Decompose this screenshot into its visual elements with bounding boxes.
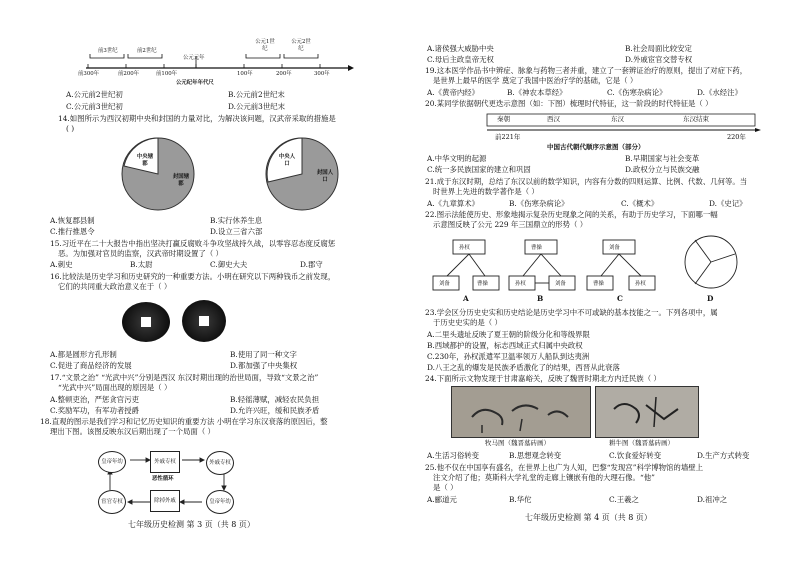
q22-a-left-label: 刘备 <box>439 281 450 287</box>
q15-option-c[interactable]: C.御史大夫 <box>210 260 248 269</box>
q14-paren: ( ) <box>66 124 75 133</box>
q22-b-right-label: 刘备 <box>555 281 566 287</box>
q22-c-right-label: 孙权 <box>635 281 646 287</box>
q19-option-a[interactable]: A.《黄帝内经》 <box>427 88 480 97</box>
cycle-box-eunuch-power: 宦官专权 <box>98 490 126 514</box>
cycle-box-consort-power-1: 外戚专权 <box>150 451 180 473</box>
q16-line-1: 16.比较法是历史学习和历史研究的一种重要方法。小明在研究以下两种钱币之前发现， <box>50 272 336 281</box>
q25-option-d[interactable]: D.祖冲之 <box>697 495 728 504</box>
timeline-tick-6: 300年 <box>314 71 330 77</box>
coin-2-image <box>182 300 226 342</box>
q14-option-c[interactable]: C.推行推恩令 <box>50 227 95 236</box>
q19-option-b[interactable]: B.《神农本草经》 <box>507 88 567 97</box>
q22-b-top-label: 曹操 <box>531 245 542 251</box>
timeline-year-end: 220年 <box>727 133 746 141</box>
timeline-origin: 公元元年 <box>183 55 205 61</box>
cycle-box-remove-consort: 除掉外戚 <box>150 490 180 512</box>
timeline-year-start: 前221年 <box>495 133 521 141</box>
cycle-box-consort-power-2: 外戚专权 <box>206 451 234 475</box>
timeline-qin: 秦朝 <box>497 115 510 123</box>
ox-plowing-caption: 耕牛图（魏晋墓砖画） <box>609 439 674 447</box>
timeline-tick-5: 200年 <box>276 71 292 77</box>
right-page <box>397 0 794 561</box>
q22-line-2: 示意图反映了公元 229 年三国鼎立的形势（ ） <box>433 220 588 229</box>
q18-option-b[interactable]: B.社会局面比较安定 <box>625 44 692 53</box>
timeline-tick-1: 前300年 <box>78 71 100 77</box>
q18-option-a[interactable]: A.诸侯强大威胁中央 <box>427 44 494 53</box>
q22-choice-c[interactable]: C <box>617 294 623 303</box>
q14-option-a[interactable]: A.恢复郡县制 <box>50 216 95 225</box>
timeline-tick-4: 100年 <box>237 71 253 77</box>
q13-option-c[interactable]: C.公元前3世纪初 <box>66 102 123 111</box>
q23-option-d[interactable]: D.八王之乱的爆发是民族矛盾激化了的结果，西晋从此衰落 <box>427 363 620 372</box>
q20-dynasty-timeline <box>487 112 767 142</box>
q22-a-right-label: 曹操 <box>477 281 488 287</box>
q17-option-b[interactable]: B.轻徭薄赋，减轻农民负担 <box>230 395 320 404</box>
q15-line-2: 恶。为加强对官员的监察，汉武帝时期设置了（ ） <box>58 249 223 258</box>
q22-c-left-label: 曹操 <box>593 281 604 287</box>
q20-option-a[interactable]: A.中华文明的起源 <box>427 154 487 163</box>
q22-c-top-label: 刘备 <box>609 245 620 251</box>
ox-plowing-mural-image <box>595 386 699 438</box>
q14-stem: 14.如图所示为西汉初期中央和封国的力量对比，为解决该问题，汉武帝采取的措施是 <box>58 114 336 123</box>
q13-option-d[interactable]: D.公元前3世纪末 <box>228 102 286 111</box>
q16-option-d[interactable]: D.都加强了中央集权 <box>230 361 298 370</box>
cycle-box-child-emperor-2: 皇帝年幼 <box>206 490 234 514</box>
q22-line-1: 22.图示法能使历史、形象地揭示复杂历史现象之间的关系，有助于历史学习，下面哪一幅 <box>425 210 718 219</box>
q24-option-b[interactable]: B.思想观念转变 <box>509 451 562 460</box>
q15-option-b[interactable]: B.太尉 <box>130 260 153 269</box>
q14-option-d[interactable]: D.设立三省六部 <box>210 227 263 236</box>
q20-caption: 中国古代朝代顺序示意图（部分） <box>547 143 645 151</box>
pie-label-fief-commanderies: 封国辖郡 <box>172 174 190 187</box>
q19-line-1: 19.这本医学作品书中辨症、脉象与药物三者并重，建立了一套辨证治疗的原则，提出了对症下药， <box>425 66 748 75</box>
q24-option-c[interactable]: C.饮食爱好转变 <box>609 451 662 460</box>
q15-option-a[interactable]: A.刺史 <box>50 260 73 269</box>
q13-option-b[interactable]: B.公元前2世纪末 <box>228 90 285 99</box>
q14-option-b[interactable]: B.实行休养生息 <box>210 216 263 225</box>
q20-option-d[interactable]: D.政权分立与民族交融 <box>625 165 700 174</box>
q22-b-left-label: 孙权 <box>515 281 526 287</box>
q18-line-1: 18.直观的图示是我们学习和记忆历史知识的重要方法 小明在学习东汉衰落的原因后，整 <box>40 417 328 426</box>
q17-line-2: “光武中兴”局面出现的原因是（ ） <box>58 383 172 392</box>
q20-option-c[interactable]: C.统一多民族国家的建立和巩固 <box>427 165 531 174</box>
herding-horses-caption: 牧马图（魏晋墓砖画） <box>485 439 550 447</box>
q21-option-a[interactable]: A.《九章算术》 <box>427 199 480 208</box>
q25-option-c[interactable]: C.王羲之 <box>609 495 639 504</box>
q21-line-2: 时世界上先进的数学著作是（ ） <box>433 187 539 196</box>
pie-label-central-population: 中央人口 <box>278 154 296 167</box>
q15-line-1: 15.习近平在二十大报告中指出坚决打赢反腐败斗争攻坚战持久战，以零容忍态度反腐惩 <box>50 239 336 248</box>
cycle-center-label: 恶性循环 <box>152 476 174 482</box>
q24-option-d[interactable]: D.生产方式转变 <box>697 451 750 460</box>
timeline-tick-2: 前200年 <box>118 71 140 77</box>
pie-label-fief-population: 封国人口 <box>316 170 334 183</box>
q16-option-b[interactable]: B.使用了同一种文字 <box>230 350 297 359</box>
timeline-western-han: 西汉 <box>547 115 560 123</box>
q25-line-2: 注文介绍了他；莫斯科大学礼堂的走廊上镶嵌有他的大理石像。“他” <box>433 473 655 482</box>
q21-option-d[interactable]: D.《史记》 <box>709 199 747 208</box>
q16-option-c[interactable]: C.促进了商品经济的发展 <box>50 361 132 370</box>
timeline-caption: 公元纪年年代尺 <box>176 80 214 86</box>
q22-a-top-label: 孙权 <box>459 245 470 251</box>
timeline-eastern-han: 东汉 <box>611 115 624 123</box>
q24-stem: 24.下面所示文物发现于甘肃嘉峪关，反映了魏晋时期北方内迁民族（ ） <box>425 374 661 383</box>
coin-1-image <box>122 302 170 342</box>
q24-option-a[interactable]: A.生活习俗转变 <box>427 451 480 460</box>
q16-line-2: 它们的共同重大政治意义在于（ ） <box>58 282 172 291</box>
timeline-tick-3: 前100年 <box>156 71 178 77</box>
q13-option-a[interactable]: A.公元前2世纪初 <box>66 90 123 99</box>
q23-line-2: 于历史史实的是（ ） <box>433 318 502 327</box>
q17-line-1: 17.“文景之治” “光武中兴”分别是西汉 东汉时期出现的治世局面，导致“文景之治” <box>50 373 319 382</box>
q23-line-1: 23.学会区分历史史实和历史结论是历史学习中不可或缺的基本技能之一。下列各项中，属 <box>425 308 718 317</box>
q25-option-a[interactable]: A.郦道元 <box>427 495 457 504</box>
q16-option-a[interactable]: A.都是圆形方孔形制 <box>50 350 117 359</box>
q22-choice-d[interactable]: D <box>707 294 714 303</box>
q20-stem: 20.某同学依据朝代更迭示意图（如：下图）梳理时代特征，这一阶段的时代特征是（ ） <box>425 99 713 108</box>
q22-choice-a[interactable]: A <box>463 294 469 303</box>
timeline-bracket-4: 公元2世纪 <box>291 39 311 52</box>
left-page-footer: 七年级历史检测 第 3 页（共 8 页） <box>128 520 255 529</box>
cycle-box-child-emperor-1: 皇帝年幼 <box>98 451 126 473</box>
q19-line-2: 是世界上最早的医学 奠定了我国中医治疗学的基础，它是（ ） <box>433 76 638 85</box>
q23-option-b[interactable]: B.西域都护的设置，标志西域正式归属中央政权 <box>427 341 583 350</box>
q22-choice-b[interactable]: B <box>537 294 544 303</box>
q22-choice-diagrams <box>433 232 773 302</box>
q17-option-d[interactable]: D.允许兴旺，缓和民族矛盾 <box>230 406 320 415</box>
timeline-bracket-3: 公元1世纪 <box>255 39 275 52</box>
q17-option-c[interactable]: C.奖励军功，有军功者授爵 <box>50 406 140 415</box>
q21-line-1: 21.成于东汉时期，总结了东汉以前的数学知识，内容有分数的四则运算、比例、代数、几何等。当 <box>425 177 748 186</box>
q21-option-c[interactable]: C.《概术》 <box>621 199 659 208</box>
herding-horses-mural-image <box>451 386 591 438</box>
right-page-footer: 七年级历史检测 第 4 页（共 8 页） <box>525 513 652 522</box>
q20-option-b[interactable]: B.早期国家与社会变革 <box>625 154 700 163</box>
q25-line-3: 是（ ） <box>433 483 458 492</box>
q15-option-d[interactable]: D.郡守 <box>300 260 323 269</box>
q21-option-b[interactable]: B.《伤寒杂病论》 <box>509 199 569 208</box>
q19-option-d[interactable]: D.《水经注》 <box>697 88 742 97</box>
timeline-bracket-2: 前2世纪 <box>137 48 157 54</box>
timeline-bracket-1: 前3世纪 <box>98 48 118 54</box>
q17-option-a[interactable]: A.整顿吏治，严惩贪官污吏 <box>50 395 139 404</box>
q23-option-c[interactable]: C.230年，孙权派遣军卫温率领万人船队到达夷洲 <box>427 352 590 361</box>
q18-option-c[interactable]: C.母后主政皇帝无权 <box>427 55 494 64</box>
q25-option-b[interactable]: B.华佗 <box>509 495 532 504</box>
q25-line-1: 25.他不仅在中国享有盛名，在世界上也广为人知，巴黎“发现宫”科学博物馆的墙壁上 <box>425 463 703 472</box>
q18-option-d[interactable]: D.外戚宦官交替专权 <box>625 55 693 64</box>
pie-label-central-commanderies: 中央辖郡 <box>136 154 154 167</box>
q23-option-a[interactable]: A.二里头遗址反映了夏王朝的阶级分化和等级界限 <box>427 330 590 339</box>
q18-line-2: 理出下图。该图反映东汉后期出现了一个局面（ ） <box>50 427 215 436</box>
timeline-eastern-han-end: 东汉结束 <box>683 115 709 123</box>
q19-option-c[interactable]: C.《伤寒杂病论》 <box>607 88 667 97</box>
